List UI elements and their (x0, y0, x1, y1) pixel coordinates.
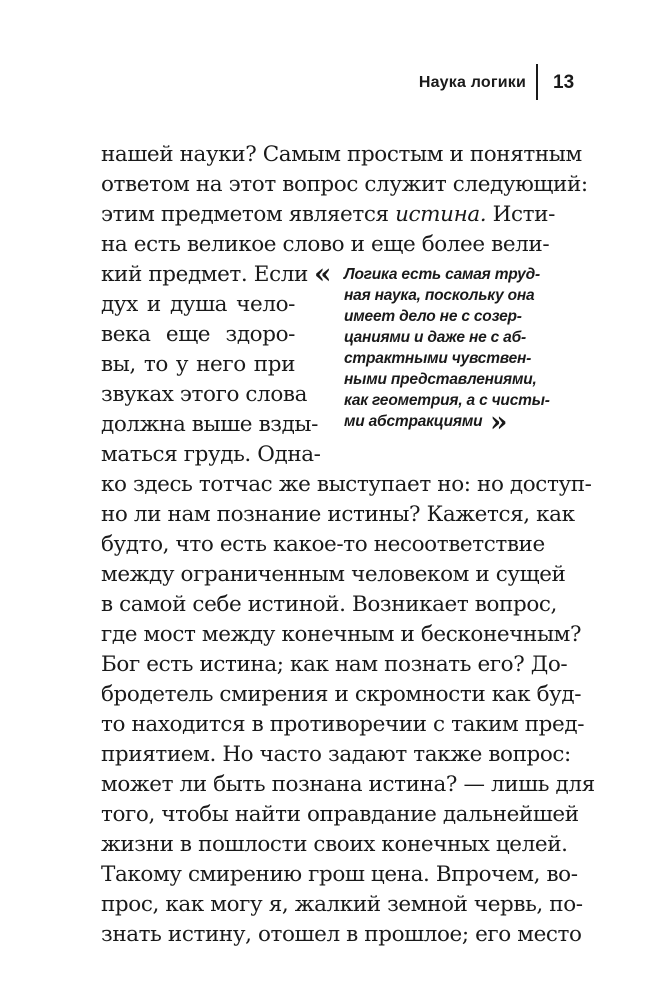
pull-quote-line: имеет дело не с созер- (344, 308, 522, 325)
pull-quote-line: страктными чувствен- (344, 350, 532, 367)
text-line: между ограниченным человеком и сущей (101, 562, 566, 587)
close-quote-mark: » (490, 405, 508, 438)
pull-quote (314, 257, 554, 439)
pull-quote-line: ми абстракциями (344, 413, 483, 430)
text-line: звуках этого слова (101, 382, 307, 407)
text-line: ответом на этот вопрос служит следующий: (101, 172, 588, 197)
text-line: маться грудь. Одна- (101, 442, 321, 467)
text-line: то находится в противоречии с таким пред- (101, 712, 585, 737)
text-line: знать истину, отошел в прошлое; его место (101, 922, 582, 947)
text-line: но ли нам познание истины? Кажется, как (101, 502, 575, 527)
text-line: на есть великое слово и еще более вели- (101, 232, 550, 257)
running-title: Наука логики (418, 74, 526, 91)
page-header (0, 64, 669, 104)
text-line: вы, то у него при (101, 352, 295, 377)
text-line: жизни в пошлости своих конечных целей. (101, 832, 568, 857)
text-line: где мост между конечным и бесконечным? (101, 622, 582, 647)
text-line: кий предмет. Если (101, 262, 308, 287)
pull-quote-line: ная наука, поскольку она (344, 287, 535, 304)
text-line: приятием. Но часто задают также вопрос: (101, 742, 571, 767)
pull-quote-line: Логика есть самая труд- (344, 266, 540, 283)
pull-quote-line: ными представлениями, (344, 371, 537, 388)
text-line: будто, что есть какое-то несоответствие (101, 532, 545, 557)
text-line: в самой себе истиной. Возникает вопрос, (101, 592, 557, 617)
text-line (101, 200, 555, 230)
emphasis-word: истина. (395, 202, 487, 227)
page-number: 13 (553, 72, 575, 93)
text-line: ко здесь тотчас же выступает но: но доступ- (101, 472, 592, 497)
text-line: дух и душа чело- (101, 292, 295, 317)
text-line: Бог есть истина; как нам познать его? До- (101, 652, 568, 677)
text-segment: Исти- (486, 202, 555, 227)
pull-quote-line: цаниями и даже не с аб- (344, 329, 526, 346)
text-segment: этим предметом является (101, 202, 396, 227)
text-line: нашей науки? Самым простым и понятным (101, 142, 582, 167)
text-line: Такому смирению грош цена. Впрочем, во- (101, 862, 578, 887)
text-line: должна выше взды- (101, 412, 319, 437)
open-quote-mark: « (314, 257, 332, 290)
text-line: того, чтобы найти оправдание дальнейшей (101, 802, 579, 827)
text-line: бродетель смирения и скромности как буд- (101, 682, 582, 707)
text-line: прос, как могу я, жалкий земной червь, по- (101, 892, 583, 917)
pull-quote-line: как геометрия, а с чисты- (344, 392, 550, 409)
header-divider (536, 64, 538, 100)
text-line: века еще здоро- (101, 322, 295, 347)
text-line: может ли быть познана истина? — лишь для (101, 772, 595, 797)
